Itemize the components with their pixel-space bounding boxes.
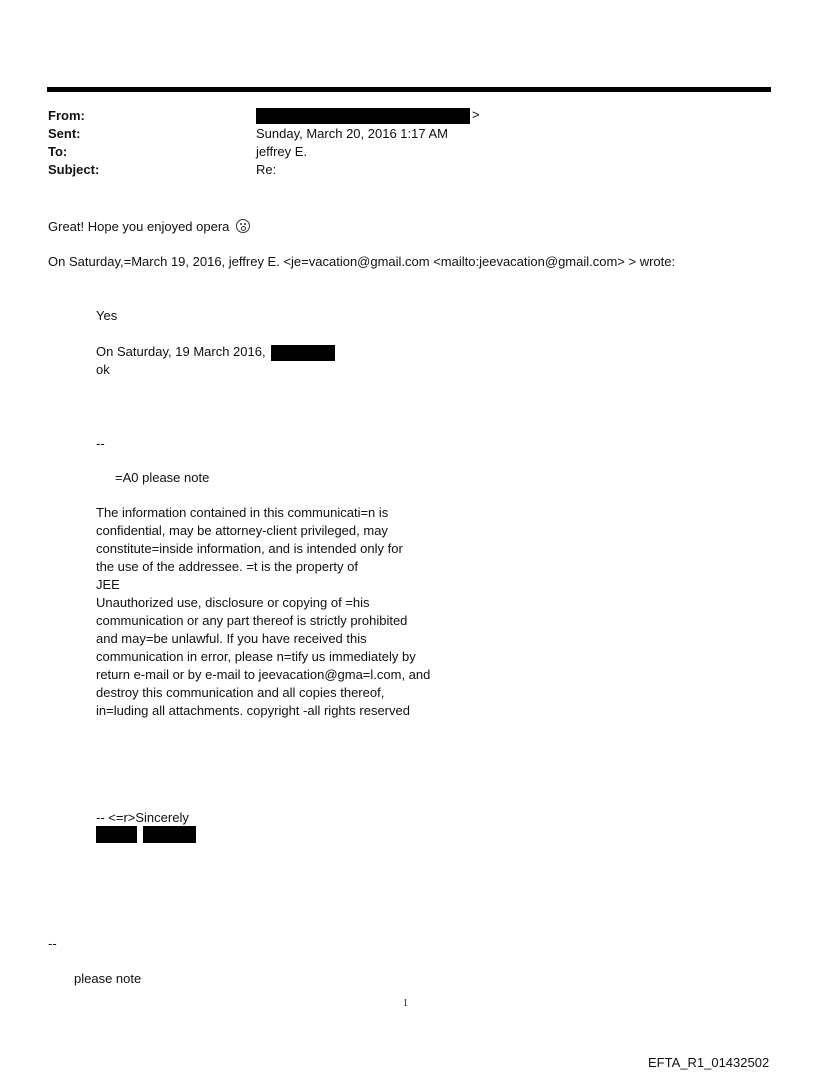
outer-please-note: please note — [74, 971, 142, 986]
disclaimer-line-3: constitute=inside information, and is intended only for — [96, 541, 403, 556]
disclaimer-line-2: confidential, may be attorney-client privileged, may — [96, 523, 388, 538]
redaction-block — [271, 345, 335, 361]
outer-dashes: -- — [48, 936, 57, 951]
from-suffix: > — [472, 107, 480, 122]
nested-intro-text: On Saturday, 19 March 2016, — [96, 344, 266, 359]
disclaimer-line-6: Unauthorized use, disclosure or copying of =his — [96, 595, 370, 610]
disclaimer-line-1: The information contained in this communicati=n is — [96, 505, 389, 520]
disclaimer-line-12: in=luding all attachments. copyright -all rights reserved — [96, 703, 410, 718]
to-value: jeffrey E. — [256, 144, 308, 159]
nested-intro — [96, 344, 335, 361]
redaction-block — [96, 826, 137, 843]
disclaimer-line-8: and may=be unlawful. If you have received this — [96, 631, 367, 646]
quote-intro: On Saturday,=March 19, 2016, jeffrey E. <je=vacation@gmail.com <mailto:jeevacation@gmail.com> > wrote: — [48, 254, 676, 269]
reply-yes: Yes — [96, 308, 118, 323]
sincerely-line: -- <=r>Sincerely — [96, 810, 189, 825]
greeting-text: Great! Hope you enjoyed opera — [48, 219, 230, 234]
surprised-face-icon — [236, 219, 250, 233]
page-number: 1 — [403, 998, 408, 1009]
sent-label: Sent: — [48, 126, 81, 141]
signature-redactions — [96, 826, 196, 843]
body-line-1 — [48, 219, 250, 235]
header-rule — [47, 87, 771, 92]
from-label: From: — [48, 108, 85, 123]
disclaimer-line-9: communication in error, please n=tify us immediately by — [96, 649, 416, 664]
please-note-label: =A0 please note — [115, 470, 210, 485]
disclaimer-line-10: return e-mail or by e-mail to jeevacation@gma=l.com, and — [96, 667, 431, 682]
to-label: To: — [48, 144, 68, 159]
reply-ok: ok — [96, 362, 110, 377]
disclaimer-line-5: JEE — [96, 577, 120, 592]
sent-value: Sunday, March 20, 2016 1:17 AM — [256, 126, 448, 141]
subject-label: Subject: — [48, 162, 100, 177]
disclaimer-line-4: the use of the addressee. =t is the property of — [96, 559, 358, 574]
signature-dashes: -- — [96, 436, 105, 451]
document-id: EFTA_R1_01432502 — [648, 1055, 770, 1070]
disclaimer-line-7: communication or any part thereof is strictly prohibited — [96, 613, 408, 628]
redaction-block — [143, 826, 196, 843]
from-value — [256, 107, 480, 124]
disclaimer-line-11: destroy this communication and all copies thereof, — [96, 685, 385, 700]
redaction-block — [256, 108, 470, 124]
subject-value: Re: — [256, 162, 277, 177]
